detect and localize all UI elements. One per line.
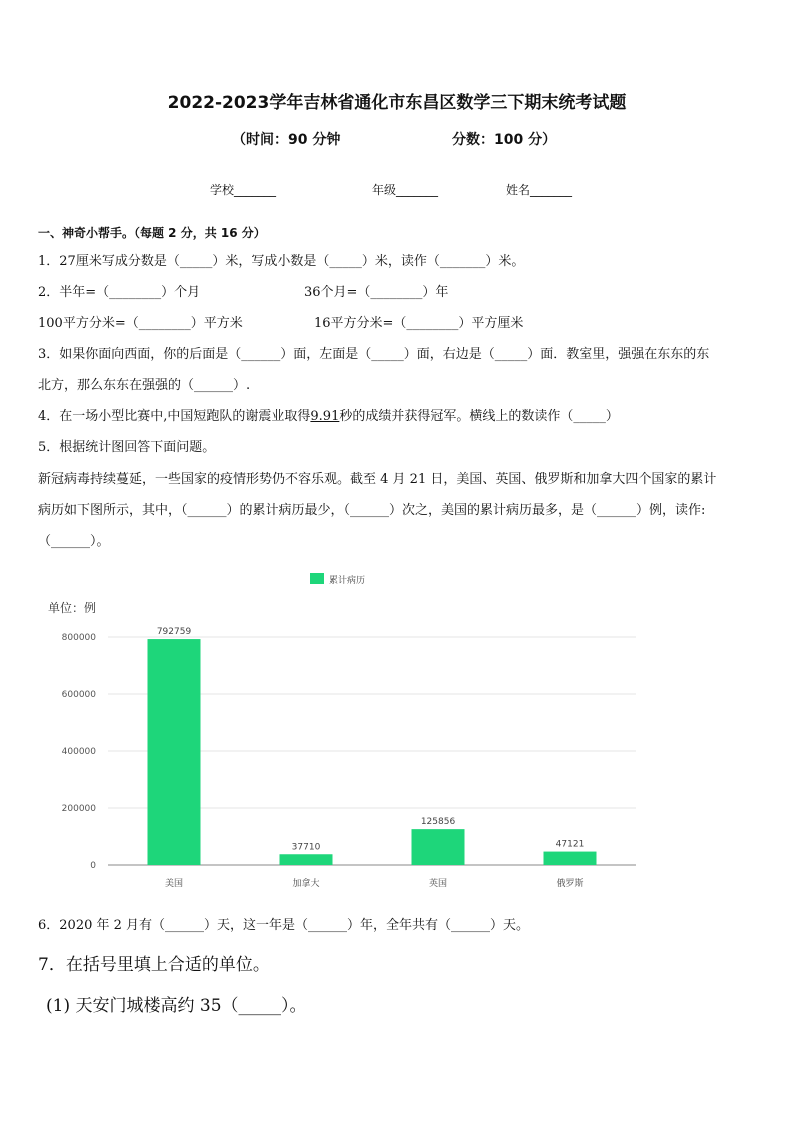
bar bbox=[148, 639, 201, 865]
bar-chart bbox=[38, 560, 658, 900]
question-2c: 100平方分米=（________）平方米 bbox=[38, 316, 243, 331]
bar-value-label: 37710 bbox=[291, 842, 321, 853]
x-tick-label: 加拿大 bbox=[292, 879, 320, 889]
question-5-para-1: 新冠病毒持续蔓延，一些国家的疫情形势仍不容乐观。截至 4 月 21 日，美国、英国、俄罗斯和加拿大四个国家的累计 bbox=[38, 472, 717, 487]
question-4 bbox=[38, 405, 619, 424]
question-7: 7．在括号里填上合适的单位。 bbox=[38, 955, 270, 975]
question-4-post: 秒的成绩并获得冠军。横线上的数读作（_____） bbox=[339, 409, 619, 424]
x-tick-label: 英国 bbox=[428, 879, 448, 889]
question-4-number: 9.91 bbox=[310, 409, 340, 424]
question-5-para-2: 病历如下图所示，其中，（______）的累计病历最少，（______）次之，美国的累计病历最多，是（______）例，读作: bbox=[38, 503, 706, 518]
x-tick-label: 俄罗斯 bbox=[556, 879, 584, 889]
bar bbox=[412, 829, 465, 865]
question-2d: 16平方分米=（________）平方厘米 bbox=[314, 316, 524, 331]
school-field: 学校_______ bbox=[210, 183, 277, 197]
bar bbox=[544, 852, 597, 865]
question-3b: 北方，那么东东在强强的（______）. bbox=[38, 378, 251, 393]
bar-value-label: 125856 bbox=[420, 817, 456, 828]
y-tick-label: 800000 bbox=[61, 633, 96, 643]
bar bbox=[280, 854, 333, 865]
legend-label: 累计病历 bbox=[329, 576, 366, 586]
grade-field: 年级_______ bbox=[372, 183, 439, 197]
exam-score: 分数：100 分） bbox=[452, 132, 557, 148]
legend-swatch bbox=[310, 573, 324, 584]
question-3a: 3．如果你面向西面，你的后面是（______）面，左面是（_____）面，右边是（_____）面．教室里，强强在东东的东 bbox=[38, 347, 710, 362]
question-1: 1．27厘米写成分数是（_____）米，写成小数是（_____）米，读作（_______）米。 bbox=[38, 254, 525, 269]
question-2b: 36个月=（________）年 bbox=[304, 285, 449, 300]
name-field: 姓名_______ bbox=[506, 183, 573, 197]
question-5: 5．根据统计图回答下面问题。 bbox=[38, 440, 216, 455]
section-heading: 一、神奇小帮手。（每题 2 分，共 16 分） bbox=[38, 226, 266, 240]
question-6: 6．2020 年 2 月有（______）天，这一年是（______）年，全年共有（______）天。 bbox=[38, 918, 530, 933]
y-tick-label: 400000 bbox=[61, 747, 96, 757]
bar-value-label: 47121 bbox=[555, 839, 585, 850]
exam-time: （时间：90 分钟 bbox=[232, 132, 341, 148]
question-5-para-3: （______）。 bbox=[38, 534, 110, 549]
y-tick-label: 0 bbox=[90, 861, 96, 871]
question-4-pre: 4．在一场小型比赛中,中国短跑队的谢震业取得 bbox=[38, 409, 311, 424]
page-title: 2022-2023学年吉林省通化市东昌区数学三下期末统考试题 bbox=[167, 93, 627, 113]
y-tick-label: 600000 bbox=[61, 690, 96, 700]
bar-value-label: 792759 bbox=[156, 627, 192, 638]
question-2a: 2．半年=（________）个月 bbox=[38, 285, 201, 300]
question-7-1: (1) 天安门城楼高约 35（_____）。 bbox=[46, 996, 307, 1016]
x-tick-label: 美国 bbox=[164, 879, 184, 889]
y-tick-label: 200000 bbox=[61, 804, 96, 814]
unit-label: 单位：例 bbox=[48, 601, 97, 615]
